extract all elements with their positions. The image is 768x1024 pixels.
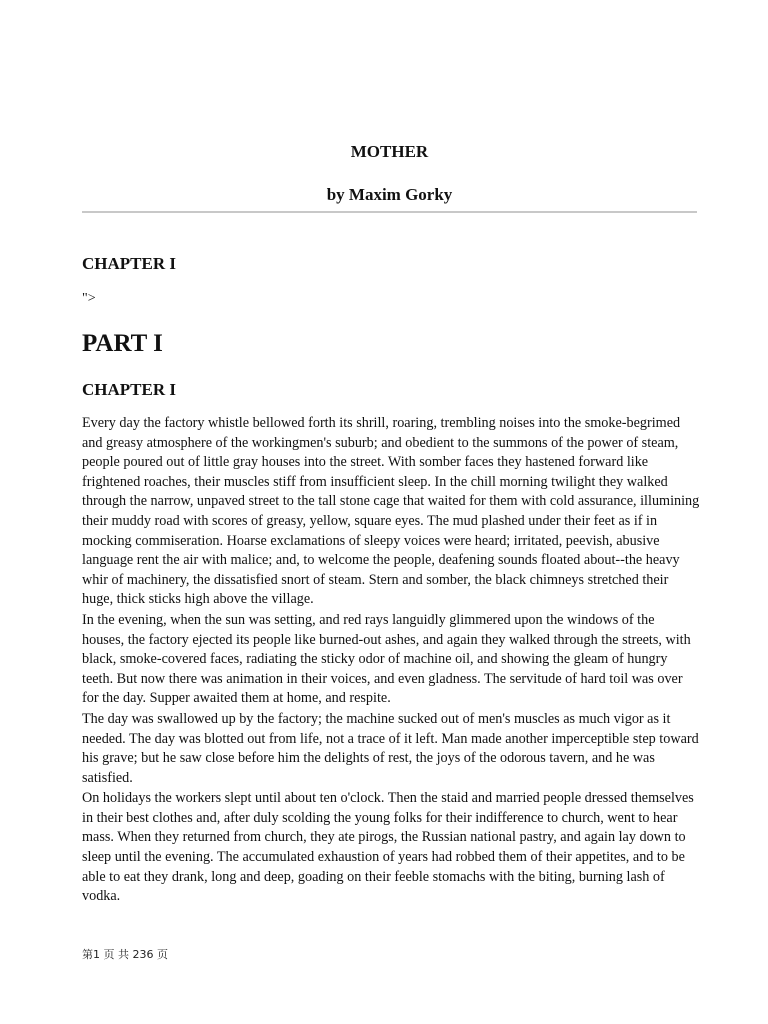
chapter-heading: CHAPTER I <box>82 380 176 399</box>
stray-markup-text: "> <box>82 291 96 306</box>
chapter-heading-top: CHAPTER I <box>82 254 176 273</box>
part-heading: PART I <box>82 330 163 357</box>
paragraph-4: On holidays the workers slept until about ten o'clock. Then the staid and married people dressed themselves in their best clothes and, after duly scolding the young folks for their indifference to church, went to hear mass. When they returned from church, they ate pirogs, the Russian national pastry, and again lay down to sleep until the evening. The accumulated exhaustion of years had robbed them of their appetites, and to be able to eat they drank, long and deep, goading on their feeble stomachs with the biting, burning lash of vodka. <box>82 790 694 905</box>
book-title: MOTHER <box>350 142 429 161</box>
title-divider <box>82 211 697 213</box>
paragraph-1: Every day the factory whistle bellowed forth its shrill, roaring, trembling noises into the smoke-begrimed and greasy atmosphere of the workingmen's suburb; and obedient to the summons of the power of steam, people poured out of little gray houses into the street. With somber faces they hastened forward like frightened roaches, their muscles stiff from insufficient sleep. In the chill morning twilight they walked through the narrow, unpaved street to the tall stone cage that waited for them with cold assurance, illumining their muddy road with scores of greasy, yellow, square eyes. The mud plashed under their feet as if in mocking commiseration. Hoarse exclamations of sleepy voices were heard; irritated, peevish, abusive language rent the air with malice; and, to welcome the people, deafening sounds floated about--the heavy whir of machinery, the dissatisfied snort of steam. Stern and somber, the black chimneys stretched their huge, thick sticks high above the village. <box>82 415 700 608</box>
page-footer: 第1 页 共 236 页 <box>82 948 168 961</box>
paragraph-3: The day was swallowed up by the factory; the machine sucked out of men's muscles as much vigor as it needed. The day was blotted out from life, not a trace of it left. Man made another imperceptible step toward his grave; but he saw close before him the delights of rest, the joys of the odorous tavern, and he was satisfied. <box>82 710 699 786</box>
paragraph-2: In the evening, when the sun was setting, and red rays languidly glimmered upon the windows of the houses, the factory ejected its people like burned-out ashes, and again they walked through the streets, with black, smoke-covered faces, radiating the sticky odor of machine oil, and showing the gleam of hungry teeth. But now there was animation in their voices, and even gladness. The servitude of hard toil was over for the day. Supper awaited them at home, and respite. <box>82 611 691 707</box>
chapter-body <box>82 414 700 908</box>
book-author: by Maxim Gorky <box>326 185 453 204</box>
